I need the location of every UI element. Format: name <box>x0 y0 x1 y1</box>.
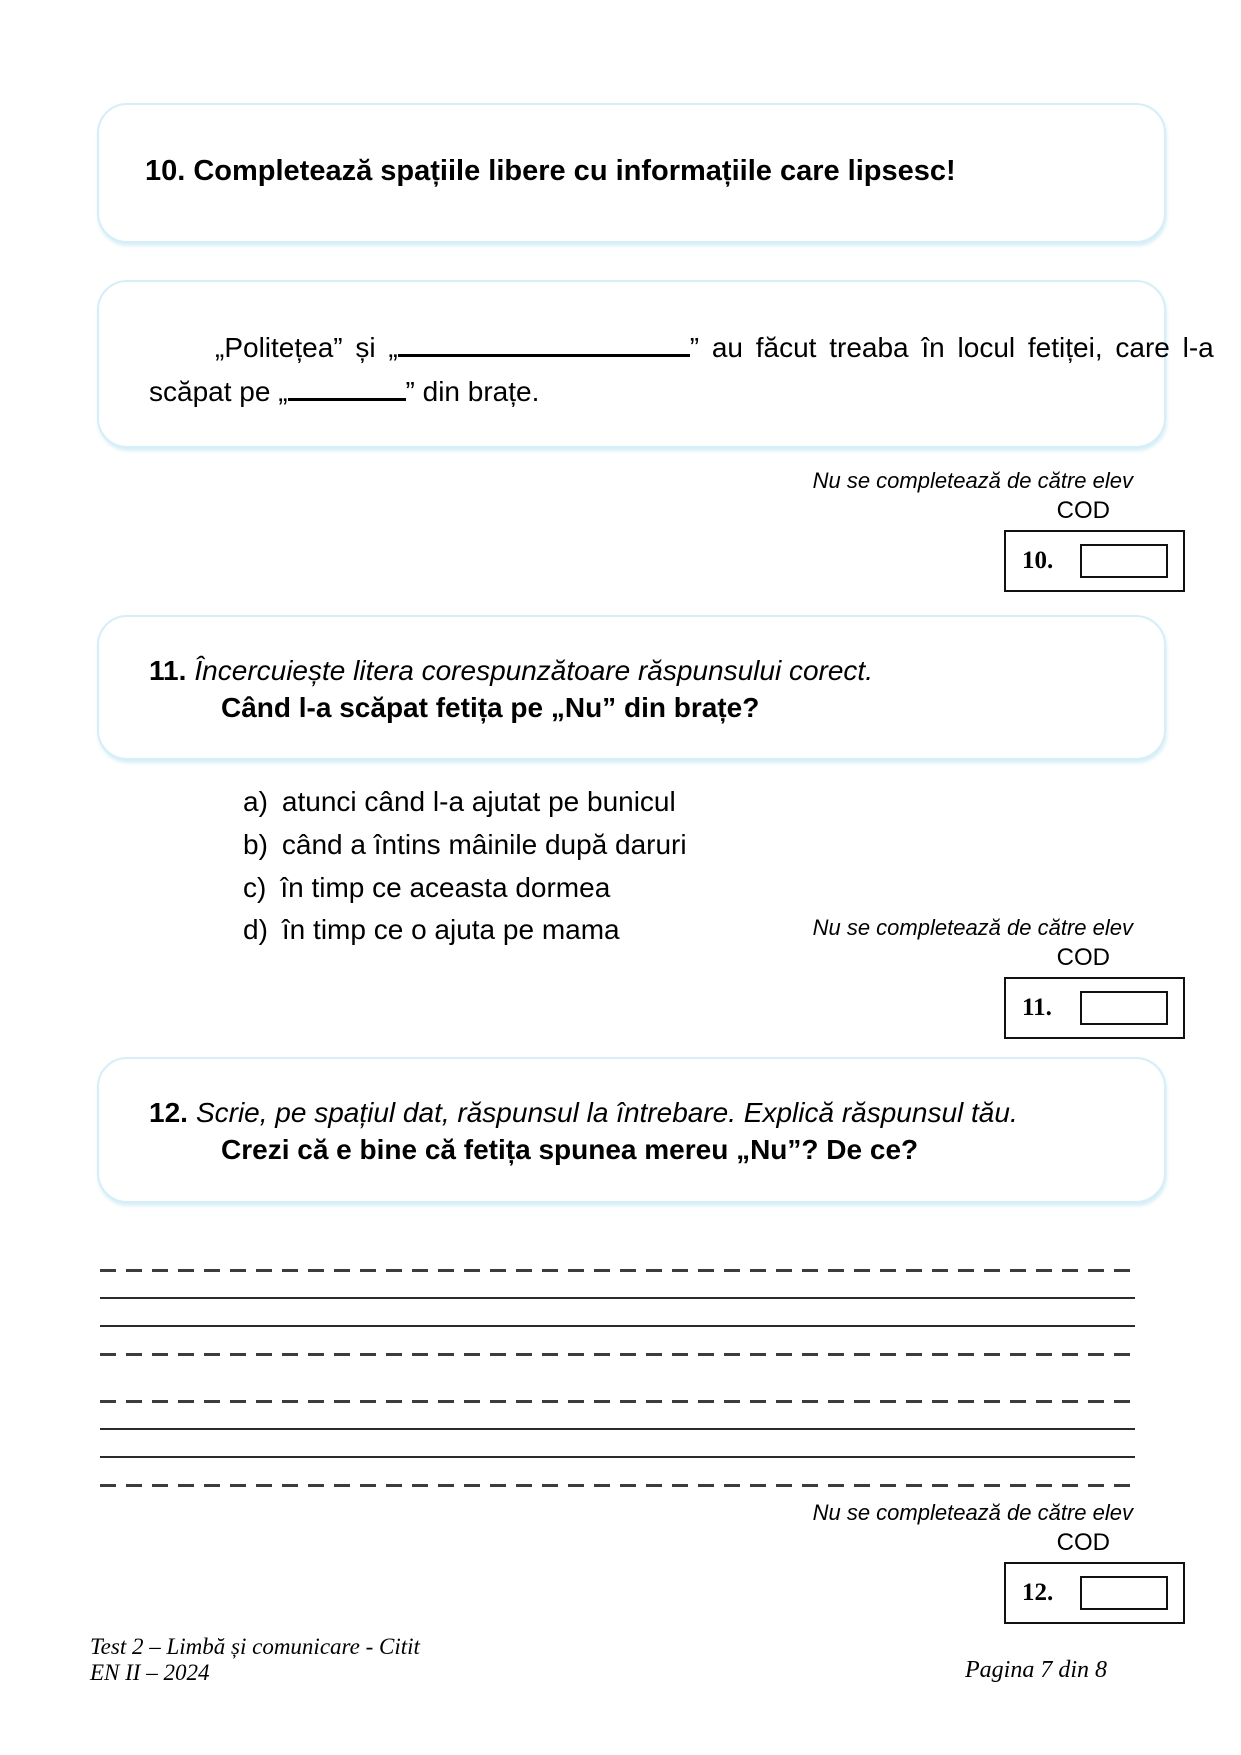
answer-line-solid[interactable] <box>100 1456 1135 1458</box>
option-b-text: când a întins mâinile după daruri <box>281 829 687 860</box>
question-10-box <box>97 103 1166 243</box>
fill-sentence-line-2 <box>149 376 539 408</box>
cod-box-number-10: 10. <box>1022 547 1054 574</box>
option-b[interactable] <box>243 829 687 861</box>
cod-panel-12 <box>700 1500 1185 1630</box>
fill-sentence-line-1 <box>215 332 1214 364</box>
option-a-letter: a) <box>243 786 268 817</box>
cod-panel-11 <box>700 915 1185 1045</box>
question-11-instruction: Încercuiește litera corespunzătoare răspunsului corect. <box>194 655 873 686</box>
cod-box-number-12: 12. <box>1022 1579 1054 1606</box>
sentence-part-3: scăpat pe „ <box>149 376 288 407</box>
cod-box-12 <box>1004 1562 1185 1624</box>
cod-input-box-11[interactable] <box>1080 991 1168 1025</box>
question-12-instruction-line <box>149 1097 1018 1129</box>
sentence-part-1: „Politețea” și „ <box>215 332 398 363</box>
option-d-letter: d) <box>243 914 268 945</box>
question-10-heading <box>145 155 956 188</box>
sentence-part-2: ” au făcut treaba în locul fetiței, care l-a <box>689 332 1214 363</box>
option-a[interactable] <box>243 786 676 818</box>
footer-page-indicator: Pagina 7 din 8 <box>965 1657 1107 1683</box>
question-11-number: 11. <box>149 655 187 686</box>
answer-line-dashed[interactable] <box>100 1353 1135 1356</box>
fill-blank-1[interactable] <box>398 332 690 357</box>
option-a-text: atunci când l-a ajutat pe bunicul <box>281 786 676 817</box>
question-10-number: 10. <box>145 155 186 187</box>
cod-input-box-10[interactable] <box>1080 544 1168 578</box>
answer-line-solid[interactable] <box>100 1297 1135 1299</box>
question-12-number: 12. <box>149 1097 188 1128</box>
footer-test-info <box>90 1634 420 1686</box>
sentence-part-4: ” din brațe. <box>405 376 540 407</box>
option-d[interactable] <box>243 914 620 946</box>
question-11-instruction-line <box>149 655 873 687</box>
cod-box-number-11: 11. <box>1022 994 1052 1021</box>
cod-panel-10 <box>700 468 1185 598</box>
option-c-letter: c) <box>243 872 267 903</box>
question-12-question: Crezi că e bine că fetița spunea mereu „Nu”? De ce? <box>221 1134 919 1165</box>
option-d-text: în timp ce o ajuta pe mama <box>281 914 620 945</box>
cod-note: Nu se completează de către elev <box>812 1500 1133 1525</box>
cod-input-box-12[interactable] <box>1080 1576 1168 1610</box>
footer-test-edition: EN II – 2024 <box>90 1660 210 1685</box>
question-11-question: Când l-a scăpat fetița pe „Nu” din brațe? <box>221 692 760 723</box>
cod-label: COD <box>1056 944 1110 971</box>
answer-line-dashed[interactable] <box>100 1484 1135 1487</box>
answer-line-dashed[interactable] <box>100 1400 1135 1403</box>
question-11-box <box>97 615 1166 760</box>
answer-line-dashed[interactable] <box>100 1269 1135 1272</box>
question-12-instruction: Scrie, pe spațiul dat, răspunsul la întrebare. Explică răspunsul tău. <box>195 1097 1018 1128</box>
fill-blank-2[interactable] <box>288 376 406 401</box>
option-b-letter: b) <box>243 829 268 860</box>
cod-box-11 <box>1004 977 1185 1039</box>
option-c[interactable] <box>243 872 610 904</box>
question-12-box <box>97 1057 1166 1203</box>
cod-box-10 <box>1004 530 1185 592</box>
cod-label: COD <box>1056 497 1110 524</box>
option-c-text: în timp ce aceasta dormea <box>280 872 611 903</box>
cod-note: Nu se completează de către elev <box>812 468 1133 493</box>
cod-label: COD <box>1056 1529 1110 1556</box>
answer-line-solid[interactable] <box>100 1428 1135 1430</box>
question-10-sentence-box <box>97 280 1214 448</box>
footer-test-title: Test 2 – Limbă și comunicare - Citit <box>90 1634 420 1659</box>
cod-note: Nu se completează de către elev <box>812 915 1133 940</box>
question-10-heading-text: Completează spațiile libere cu informațiile care lipsesc! <box>193 155 956 187</box>
answer-line-solid[interactable] <box>100 1325 1135 1327</box>
